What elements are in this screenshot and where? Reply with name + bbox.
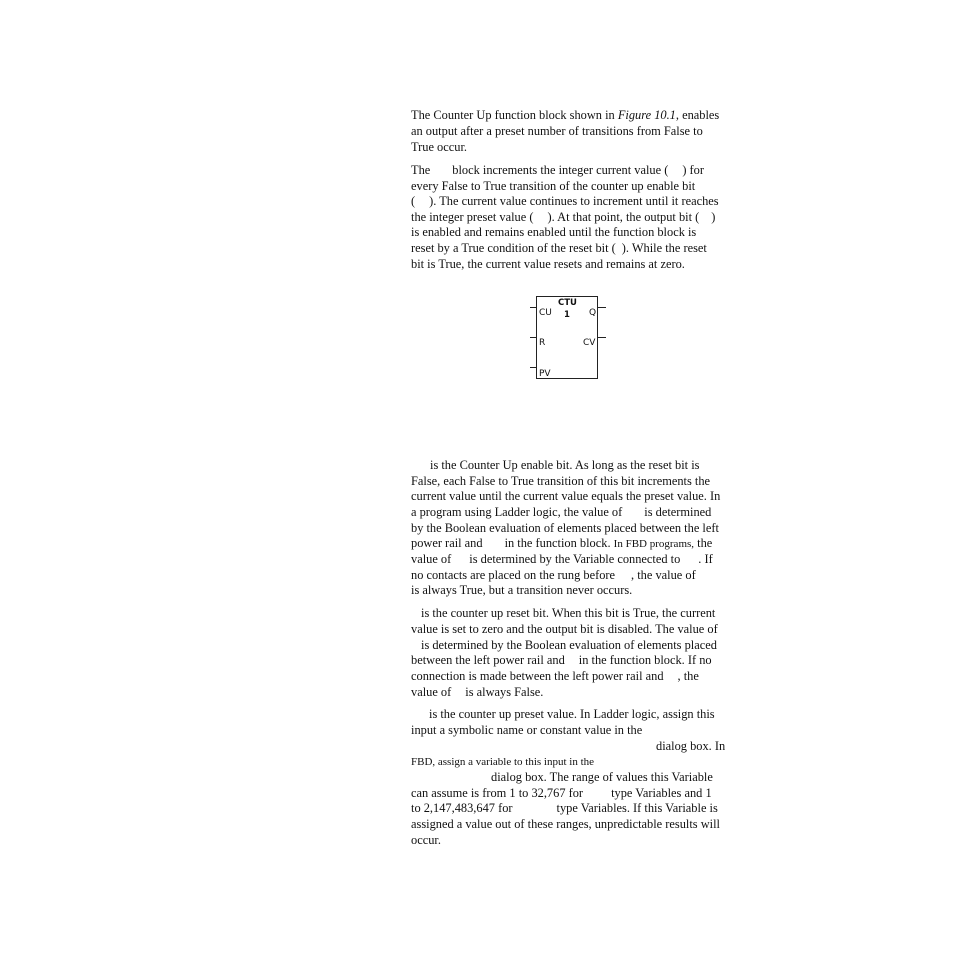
para4-line <box>411 653 712 668</box>
ctu-function-block-figure <box>530 294 608 382</box>
text: reset by a True condition of the reset bit ( <box>411 241 616 255</box>
text: , the <box>677 669 699 683</box>
para1-line <box>411 108 719 123</box>
para3-line: current value until the current value equals the preset value. In <box>411 489 721 503</box>
text: is determined <box>644 505 712 519</box>
text: The <box>411 163 431 177</box>
text: the <box>697 536 713 550</box>
para3-line: False, each False to True transition of this bit increments the <box>411 474 711 488</box>
cu-pin-label: CU <box>539 308 552 318</box>
para2-line: every False to True transition of the counter up enable bit <box>411 179 696 193</box>
para2-line: bit is True, the current value resets and remains at zero. <box>411 257 685 271</box>
para1-line: an output after a preset number of transitions from False to <box>411 124 703 138</box>
para2-line: is enabled and remains enabled until the function block is <box>411 225 697 239</box>
text: block increments the integer current value ( <box>452 163 669 177</box>
text: connection is made between the left power rail and <box>411 669 664 683</box>
para2-line <box>411 194 719 209</box>
text: ). At that point, the output bit ( <box>547 210 700 224</box>
para4-line <box>411 685 543 700</box>
para4-line <box>411 669 699 684</box>
para2-line <box>411 241 707 256</box>
para3-line <box>411 568 696 583</box>
para5-line: input a symbolic name or constant value in the <box>411 723 643 737</box>
text: is the Counter Up enable bit. As long as the reset bit is <box>430 458 700 472</box>
para4-line <box>411 638 717 653</box>
para3-line <box>411 458 699 473</box>
text: to 2,147,483,647 for <box>411 801 513 815</box>
para5-line: assigned a value out of these ranges, unpredictable results will <box>411 817 720 831</box>
text: between the left power rail and <box>411 653 565 667</box>
para3-line: by the Boolean evaluation of elements placed between the left <box>411 521 719 535</box>
q-output-pin <box>598 307 606 308</box>
cv-pin-label: CV <box>583 338 596 348</box>
para5-line <box>411 801 718 816</box>
text: is the counter up preset value. In Ladder logic, assign this <box>429 707 715 721</box>
para3-line <box>411 536 712 551</box>
text: in the function block. <box>504 536 611 550</box>
text: is determined by the Boolean evaluation of elements placed <box>421 638 717 652</box>
block-title: CTU <box>558 298 577 308</box>
function-block-box <box>536 296 598 379</box>
para5-line: FBD, assign a variable to this input in the <box>411 756 595 768</box>
text: ) <box>711 210 716 224</box>
para4-line: value is set to zero and the output bit is disabled. The value of <box>411 622 718 636</box>
r-pin-label: R <box>539 338 546 348</box>
text: dialog box. In <box>656 739 726 753</box>
figure-reference: Figure 10.1 <box>617 108 676 122</box>
para5-line <box>411 770 713 785</box>
para5-line <box>411 786 712 801</box>
text: dialog box. The range of values this Variable <box>491 770 713 784</box>
para2-line <box>411 163 704 178</box>
text: In FBD programs, <box>613 538 695 550</box>
text: The Counter Up function block shown in <box>411 108 618 122</box>
text: ) for <box>682 163 704 177</box>
para3-line: is always True, but a transition never occurs. <box>411 583 633 597</box>
text: is determined by the Variable connected to <box>469 552 681 566</box>
text: is the counter up reset bit. When this bit is True, the current <box>421 606 716 620</box>
cv-output-pin <box>598 337 606 338</box>
text: value of <box>411 685 452 699</box>
text: , enables <box>675 108 720 122</box>
text: type Variables. If this Variable is <box>556 801 718 815</box>
text: ( <box>411 194 416 208</box>
text: . If <box>698 552 713 566</box>
text: , the value of <box>631 568 696 582</box>
pv-pin-label: PV <box>539 369 551 379</box>
para5-line: occur. <box>411 833 441 847</box>
text: the integer preset value ( <box>411 210 534 224</box>
text: ). While the reset <box>621 241 707 255</box>
text: can assume is from 1 to 32,767 for <box>411 786 584 800</box>
para3-line <box>411 552 713 567</box>
text: power rail and <box>411 536 483 550</box>
text: ). The current value continues to increment until it reaches <box>429 194 719 208</box>
text: a program using Ladder logic, the value of <box>411 505 623 519</box>
para1-line: True occur. <box>411 140 467 154</box>
q-pin-label: Q <box>589 308 597 318</box>
block-instance-number: 1 <box>564 310 570 320</box>
text: type Variables and 1 <box>611 786 712 800</box>
text: in the function block. If no <box>578 653 712 667</box>
para3-line <box>411 505 711 520</box>
text: is always False. <box>465 685 544 699</box>
text: no contacts are placed on the rung before <box>411 568 616 582</box>
text: value of <box>411 552 452 566</box>
para2-line <box>411 210 715 225</box>
para5-line <box>411 707 715 722</box>
para5-line <box>411 739 725 754</box>
para4-line <box>411 606 715 621</box>
